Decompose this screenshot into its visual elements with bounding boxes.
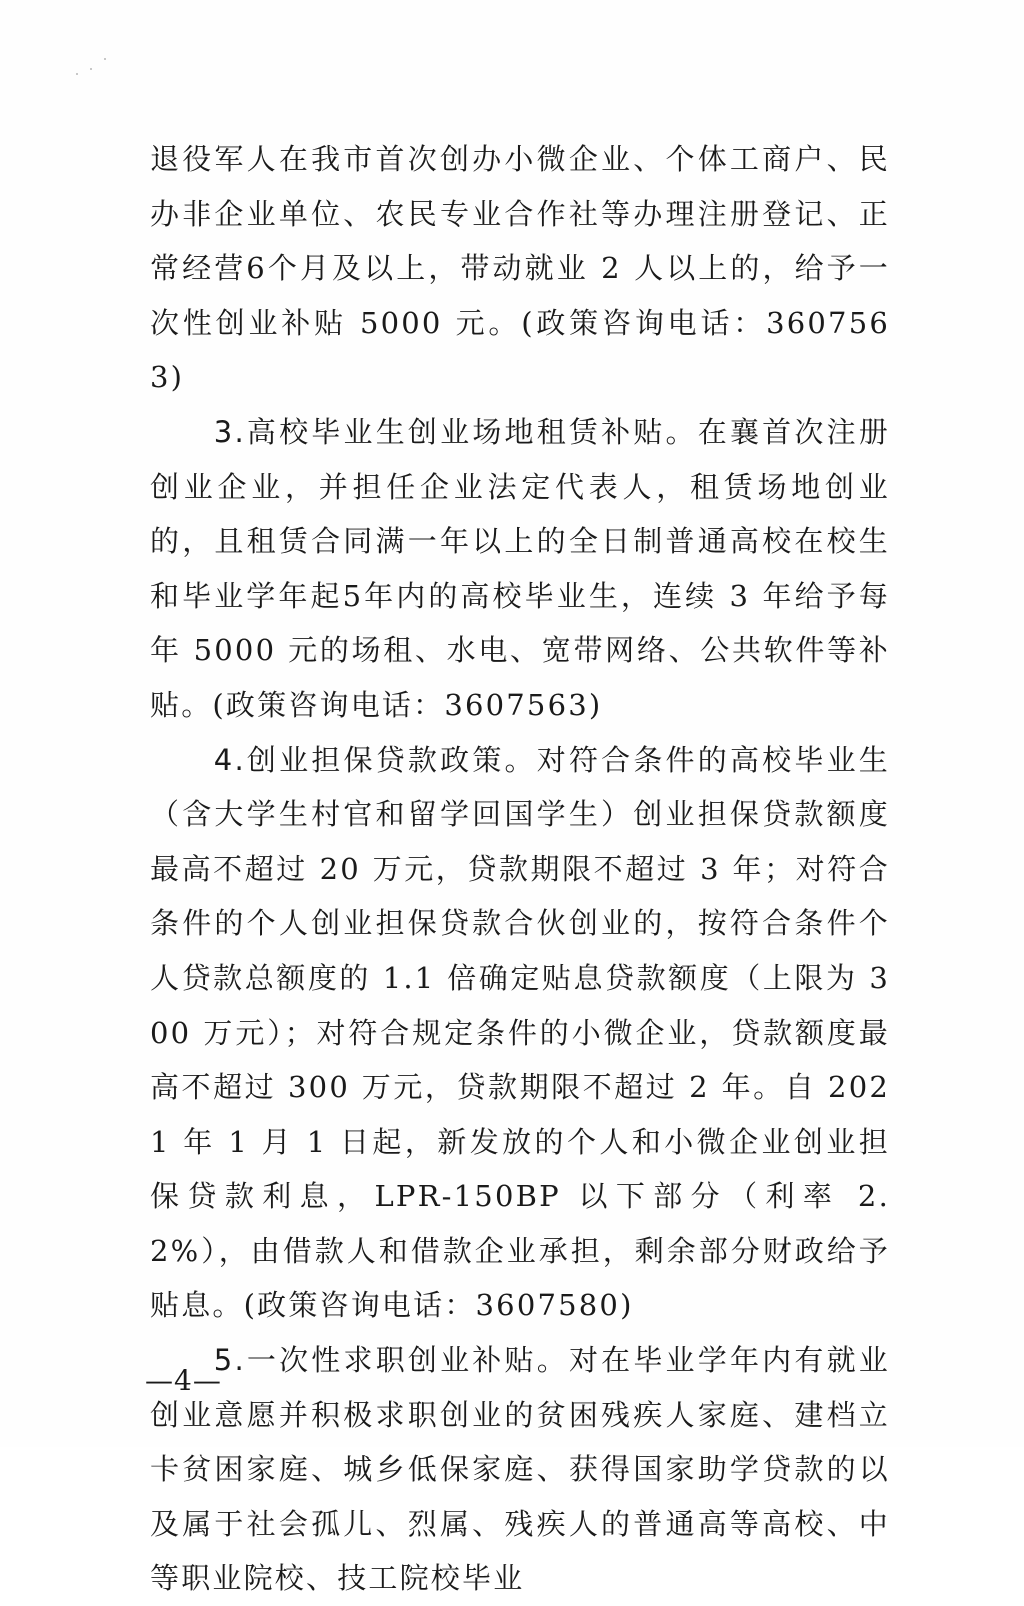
document-body (150, 132, 890, 1606)
paragraph-body: 退役军人在我市首次创办小微企业、个体工商户、民办非企业单位、农民专业合作社等办理注册登记、正常经营6个月及以上，带动就业 2 人以上的，给予一次性创业补贴 5000 元。(政策咨询电话：3607563) (150, 142, 890, 395)
paragraph-body: 对符合条件的高校毕业生（含大学生村官和留学回国学生）创业担保贷款额度最高不超过 20 万元，贷款期限不超过 3 年；对符合条件的个人创业担保贷款合伙创业的，按符合条件个人贷款总额度的 1.1 倍确定贴息贷款额度（上限为 300 万元）；对符合规定条件的小微企业，贷款额度最高不超过 300 万元，贷款期限不超过 2 年。自 2021 年 1 月 1 日起，新发放的个人和小微企业创业担保贷款利息，LPR-150BP 以下部分（利率 2.2%），由借款人和借款企业承担，剩余部分财政给予贴息。(政策咨询电话：3607580) (150, 742, 890, 1323)
paragraph-heading: 3.高校毕业生创业场地租赁补贴。 (213, 414, 698, 449)
paragraph-body: 在襄首次注册创业企业，并担任企业法定代表人，租赁场地创业的，且租赁合同满一年以上的全日制普通高校在校生和毕业学年起5年内的高校毕业生，连续 3 年给予每年 5000 元的场租、水电、宽带网络、公共软件等补贴。(政策咨询电话：3607563) (150, 414, 890, 722)
scan-speck (104, 58, 106, 60)
scan-speck (76, 73, 78, 75)
paragraph-continuation (150, 132, 890, 405)
paragraph-heading: 5.一次性求职创业补贴。 (213, 1343, 569, 1378)
paragraph-heading: 4.创业担保贷款政策。 (213, 742, 537, 777)
scan-speck (90, 68, 92, 70)
paragraph-rent-subsidy (150, 405, 890, 733)
page-number: —4— (145, 1364, 222, 1397)
paragraph-job-subsidy (150, 1333, 890, 1606)
paragraph-body: 对在毕业学年内有就业创业意愿并积极求职创业的贫困残疾人家庭、建档立卡贫困家庭、城乡低保家庭、获得国家助学贷款的以及属于社会孤儿、烈属、残疾人的普通高等高校、中等职业院校、技工院校毕业 (150, 1343, 890, 1596)
paragraph-loan-policy (150, 733, 890, 1334)
